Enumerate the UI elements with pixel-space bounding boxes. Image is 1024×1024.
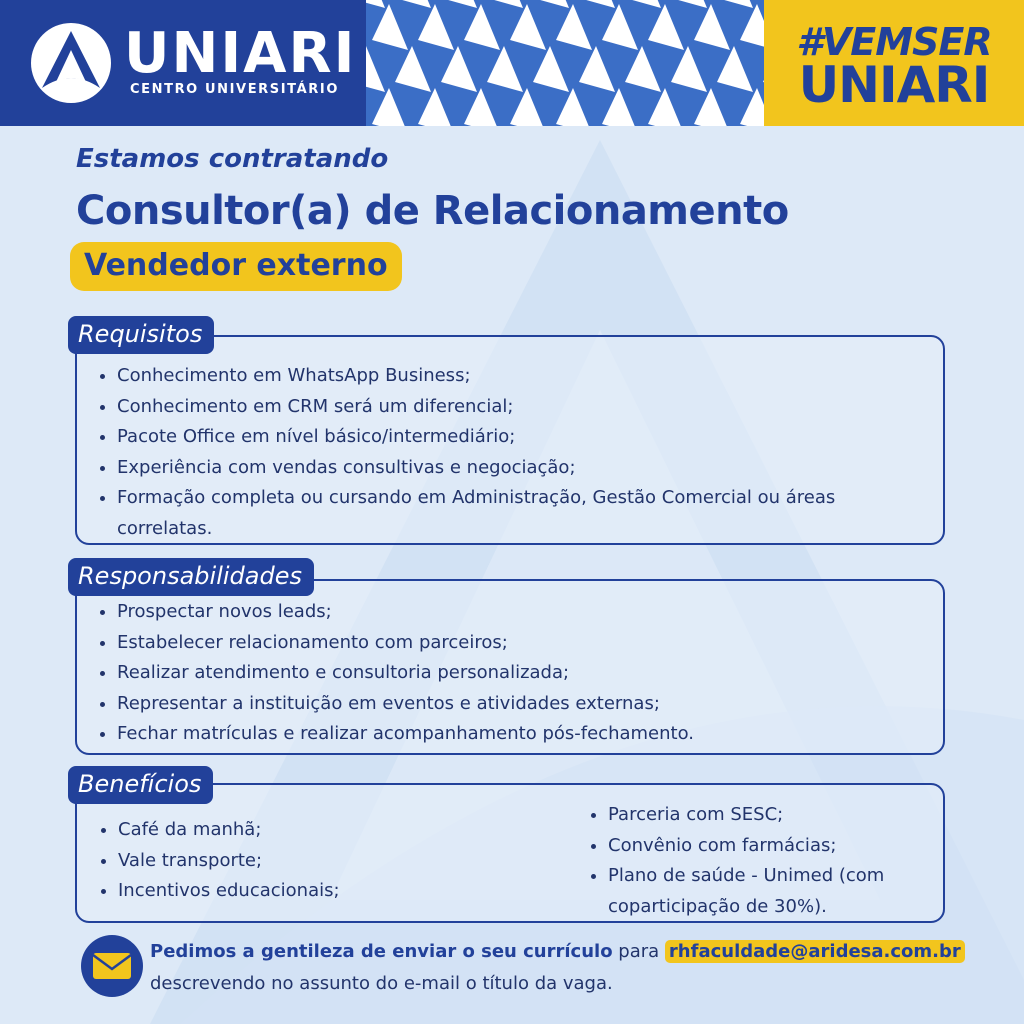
footer-lead: Pedimos a gentileza de enviar o seu currículo [150,941,613,962]
footer-tail: descrevendo no assunto do e-mail o título da vaga. [150,973,613,994]
beneficios-left-list [96,815,516,907]
footer-connector: para [618,941,660,962]
pattern-triangle [533,0,569,8]
brand-name: UNIARI [124,21,357,86]
pattern-triangle [625,0,661,8]
list-item: Fechar matrículas e realizar acompanhamento pós-fechamento. [95,719,935,750]
pattern-triangle [487,0,523,8]
pattern-triangle [395,0,431,8]
list-item: Realizar atendimento e consultoria personalizada; [95,658,935,689]
list-item: Representar a instituição em eventos e atividades externas; [95,689,935,720]
list-item: Conhecimento em WhatsApp Business; [95,361,915,392]
pattern-triangle [441,46,477,92]
list-item: Prospectar novos leads; [95,597,935,628]
hashtag-panel [764,0,1024,126]
pattern-triangle [602,88,638,126]
list-item: Parceria com SESC; [586,800,936,831]
requisitos-label: Requisitos [68,316,214,354]
list-item: Convênio com farmácias; [586,831,936,862]
pattern-triangle [366,0,385,8]
triangle-pattern [366,0,764,126]
pattern-triangle [694,88,730,126]
list-item: Estabelecer relacionamento com parceiros; [95,628,935,659]
pattern-triangle [487,46,523,92]
pattern-triangle [372,88,408,126]
list-item: Formação completa ou cursando em Administração, Gestão Comercial ou áreas correlatas. [95,483,915,544]
list-item: Incentivos educacionais; [96,876,516,907]
pattern-triangle [671,46,707,92]
pattern-triangle [464,88,500,126]
hashtag-line-2: UNIARI [798,56,990,114]
list-item: Café da manhã; [96,815,516,846]
list-item: Conhecimento em CRM será um diferencial; [95,392,915,423]
hiring-kicker: Estamos contratando [76,144,389,174]
pattern-triangle [671,0,707,8]
job-title: Consultor(a) de Relacionamento [76,188,789,234]
pattern-triangle [395,46,431,92]
footer-instructions [150,936,990,1000]
job-subtitle-badge: Vendedor externo [70,242,402,291]
pattern-triangle [625,46,661,92]
pattern-triangle [556,4,592,50]
pattern-triangle [533,46,569,92]
pattern-triangle [372,4,408,50]
list-item: Vale transporte; [96,846,516,877]
logo-panel [0,0,366,126]
pattern-triangle [441,0,477,8]
beneficios-label: Benefícios [68,766,213,804]
responsabilidades-list [95,597,935,750]
pattern-triangle [694,4,730,50]
pattern-triangle [602,4,638,50]
pattern-triangle [579,0,615,8]
pattern-triangle [366,46,385,92]
pattern-triangle [740,4,764,50]
beneficios-right-list [586,800,936,922]
header-banner [0,0,1024,126]
pattern-triangle [510,88,546,126]
contact-email[interactable]: rhfaculdade@aridesa.com.br [665,940,965,963]
uniari-logo-icon [30,22,112,104]
responsabilidades-label: Responsabilidades [68,558,314,596]
pattern-triangle [717,0,753,8]
list-item: Experiência com vendas consultivas e negociação; [95,453,915,484]
pattern-triangle [579,46,615,92]
hashtag-line-1: #VEMSER [796,20,992,64]
pattern-triangle [510,4,546,50]
list-item: Plano de saúde - Unimed (com coparticipação de 30%). [586,861,936,922]
pattern-triangle [556,88,592,126]
pattern-triangle [418,88,454,126]
pattern-triangle [418,4,454,50]
pattern-triangle [648,88,684,126]
pattern-triangle [464,4,500,50]
pattern-triangle [740,88,764,126]
requisitos-list [95,361,915,544]
envelope-icon [81,935,143,997]
pattern-triangle [717,46,753,92]
pattern-triangle [648,4,684,50]
brand-subtitle: CENTRO UNIVERSITÁRIO [130,82,339,97]
list-item: Pacote Office em nível básico/intermediário; [95,422,915,453]
